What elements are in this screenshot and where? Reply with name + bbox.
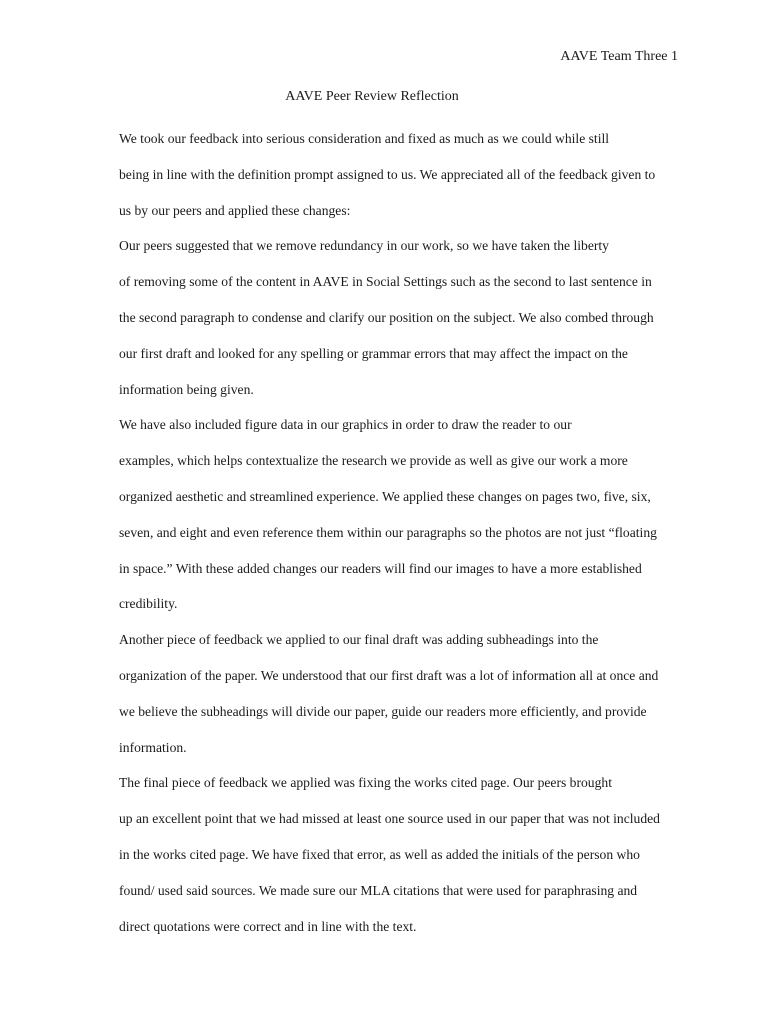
paragraph-line: organization of the paper. We understood that our first draft was a lot of information all at once and xyxy=(119,667,659,683)
paragraph-4 xyxy=(73,622,677,765)
document-title: AAVE Peer Review Reflection xyxy=(285,89,459,104)
paragraph-line: We took our feedback into serious consideration and fixed as much as we could while still xyxy=(119,131,610,146)
paragraph-line: examples, which helps contextualize the research we provide as well as give our work a more xyxy=(119,453,628,469)
paragraph-line: seven, and eight and even reference them within our paragraphs so the photos are not just “floating xyxy=(119,524,657,540)
paragraph-1 xyxy=(73,121,677,228)
paragraph-line: found/ used said sources. We made sure our MLA citations that were used for paraphrasing and xyxy=(119,882,638,898)
paragraph-line: us by our peers and applied these changes: xyxy=(119,202,351,218)
paragraph-line: Our peers suggested that we remove redundancy in our work, so we have taken the liberty xyxy=(119,238,609,254)
paragraph-line: in the works cited page. We have fixed that error, as well as added the initials of the person who xyxy=(119,846,640,862)
paragraph-line: being in line with the definition prompt assigned to us. We appreciated all of the feedback given to xyxy=(119,166,656,182)
paragraph-line: organized aesthetic and streamlined experience. We applied these changes on pages two, five, six, xyxy=(119,488,651,504)
paragraph-line: Another piece of feedback we applied to our final draft was adding subheadings into the xyxy=(119,632,599,648)
paragraph-line: up an excellent point that we had missed at least one source used in our paper that was not included xyxy=(119,811,660,827)
paragraph-line: information. xyxy=(119,739,187,755)
document-body xyxy=(73,121,677,944)
paragraph-line: direct quotations were correct and in line with the text. xyxy=(119,918,417,934)
running-head: AAVE Team Three 1 xyxy=(560,49,678,64)
paragraph-line: our first draft and looked for any spelling or grammar errors that may affect the impact on the xyxy=(119,345,628,361)
paragraph-3 xyxy=(73,407,677,622)
paragraph-2 xyxy=(73,228,677,407)
paragraph-5 xyxy=(73,765,677,944)
paragraph-line: The final piece of feedback we applied was fixing the works cited page. Our peers brought xyxy=(119,775,612,791)
paragraph-line: of removing some of the content in AAVE in Social Settings such as the second to last sentence in xyxy=(119,274,652,290)
paragraph-line: the second paragraph to condense and clarify our position on the subject. We also combed through xyxy=(119,309,654,325)
paragraph-line: in space.” With these added changes our readers will find our images to have a more established xyxy=(119,560,642,576)
paragraph-line: We have also included figure data in our graphics in order to draw the reader to our xyxy=(119,417,572,433)
paragraph-line: credibility. xyxy=(119,596,178,612)
paragraph-line: we believe the subheadings will divide our paper, guide our readers more efficiently, and provide xyxy=(119,703,647,719)
paragraph-line: information being given. xyxy=(119,381,254,397)
